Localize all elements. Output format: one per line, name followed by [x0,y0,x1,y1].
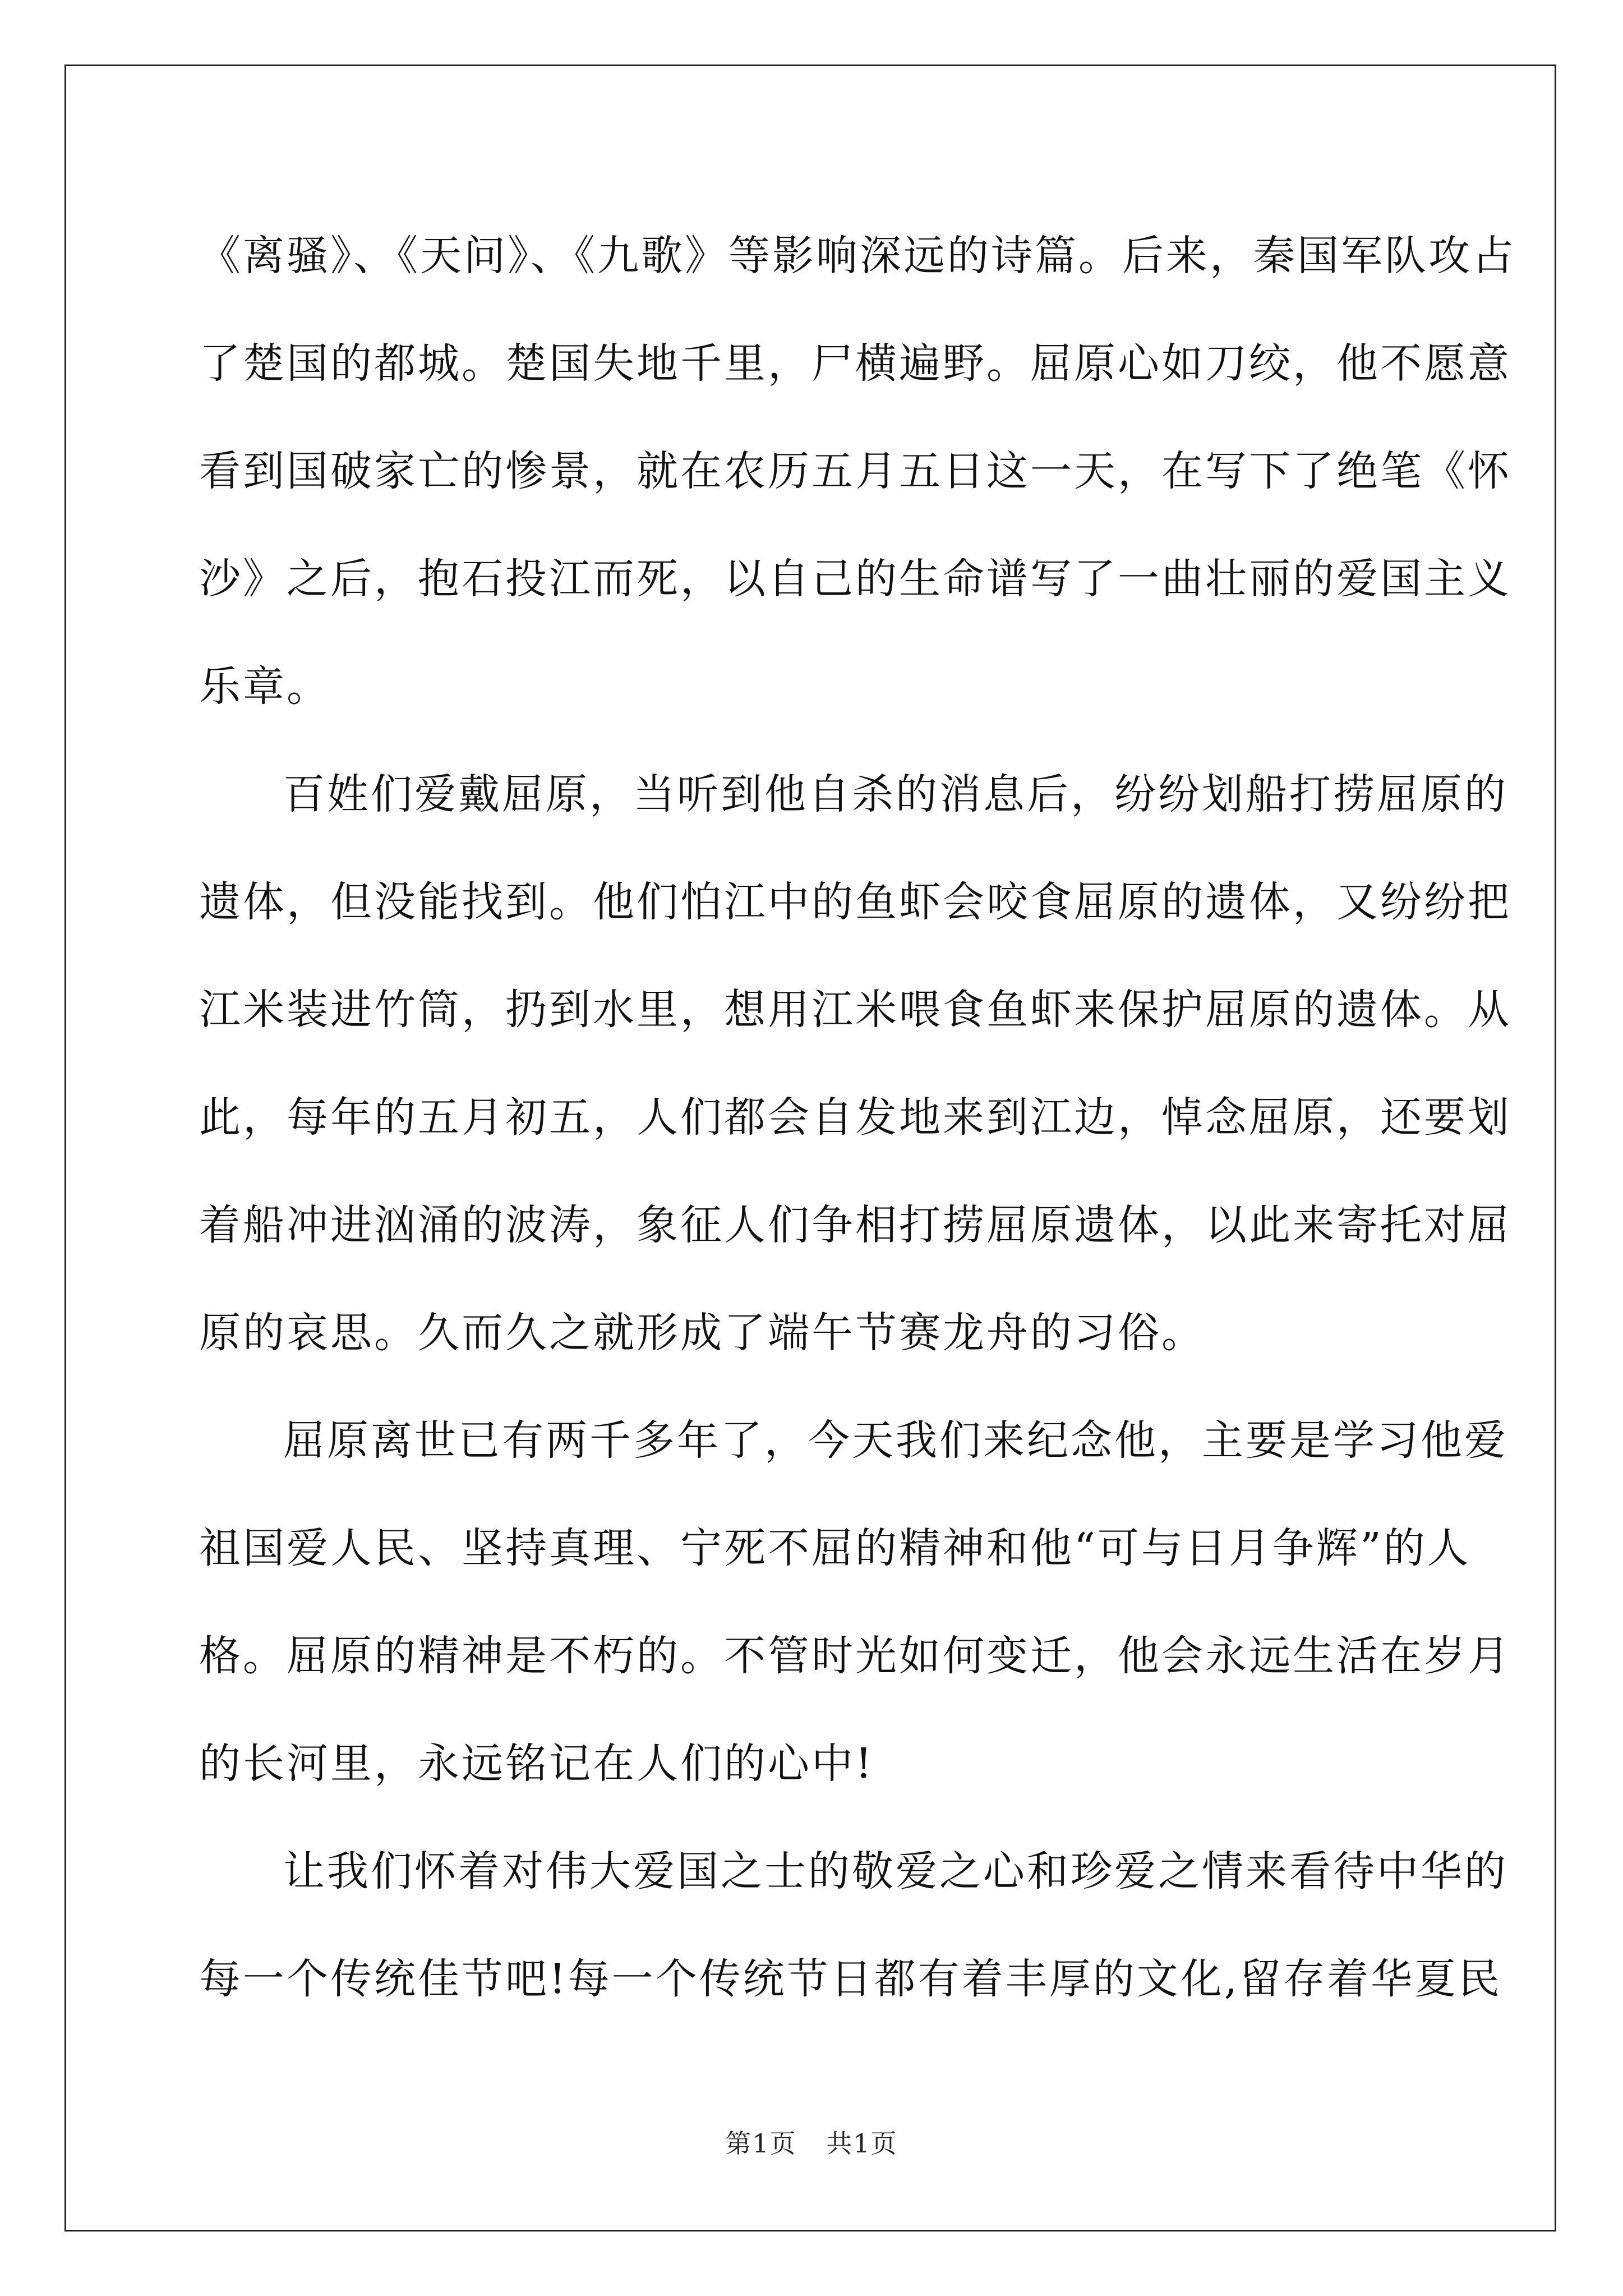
text-line: 江米装进竹筒，扔到水里，想用江米喂食鱼虾来保护屈原的遗体。从 [199,986,1511,1034]
document-body [199,202,1516,2033]
text-line: 看到国破家亡的惨景，就在农历五月五日这一天，在写下了绝笔《怀 [199,447,1511,495]
text-line: 祖国爱人民、坚持真理、宁死不屈的精神和他“可与日月争辉”的人 [199,1524,1471,1572]
text-line: 原的哀思。久而久之就形成了端午节赛龙舟的习俗。 [199,1309,1205,1357]
page-number-current: 第1页 [725,2128,797,2159]
text-line: 了楚国的都城。楚国失地千里，尸横遍野。屈原心如刀绞，他不愿意 [199,339,1511,388]
text-line: 每一个传统佳节吧!每一个传统节日都有着丰厚的文化,留存着华夏民 [199,1955,1502,2003]
page-number-total: 共1页 [826,2128,898,2159]
text-line: 屈原离世已有两千多年了，今天我们来纪念他，主要是学习他爱 [283,1416,1508,1465]
text-line: 《离骚》、《天问》、《九歌》等影响深远的诗篇。后来，秦国军队攻占 [199,232,1516,280]
text-line: 让我们怀着对伟大爱国之士的敬爱之心和珍爱之情来看待中华的 [283,1847,1508,1895]
text-line: 着船冲进汹涌的波涛，象征人们争相打捞屈原遗体，以此来寄托对屈 [199,1201,1511,1249]
page-footer [0,2123,1623,2160]
text-line: 乐章。 [199,662,330,711]
text-line: 此，每年的五月初五，人们都会自发地来到江边，悼念屈原，还要划 [199,1093,1511,1142]
text-line: 遗体，但没能找到。他们怕江中的鱼虾会咬食屈原的遗体，又纷纷把 [199,878,1511,926]
text-line: 沙》之后，抱石投江而死，以自己的生命谱写了一曲壮丽的爱国主义 [199,555,1511,603]
text-line: 格。屈原的精神是不朽的。不管时光如何变迁，他会永远生活在岁月 [199,1632,1511,1680]
text-line: 的长河里，永远铭记在人们的心中! [199,1740,874,1788]
text-line: 百姓们爱戴屈原，当听到他自杀的消息后，纷纷划船打捞屈原的 [283,770,1508,818]
